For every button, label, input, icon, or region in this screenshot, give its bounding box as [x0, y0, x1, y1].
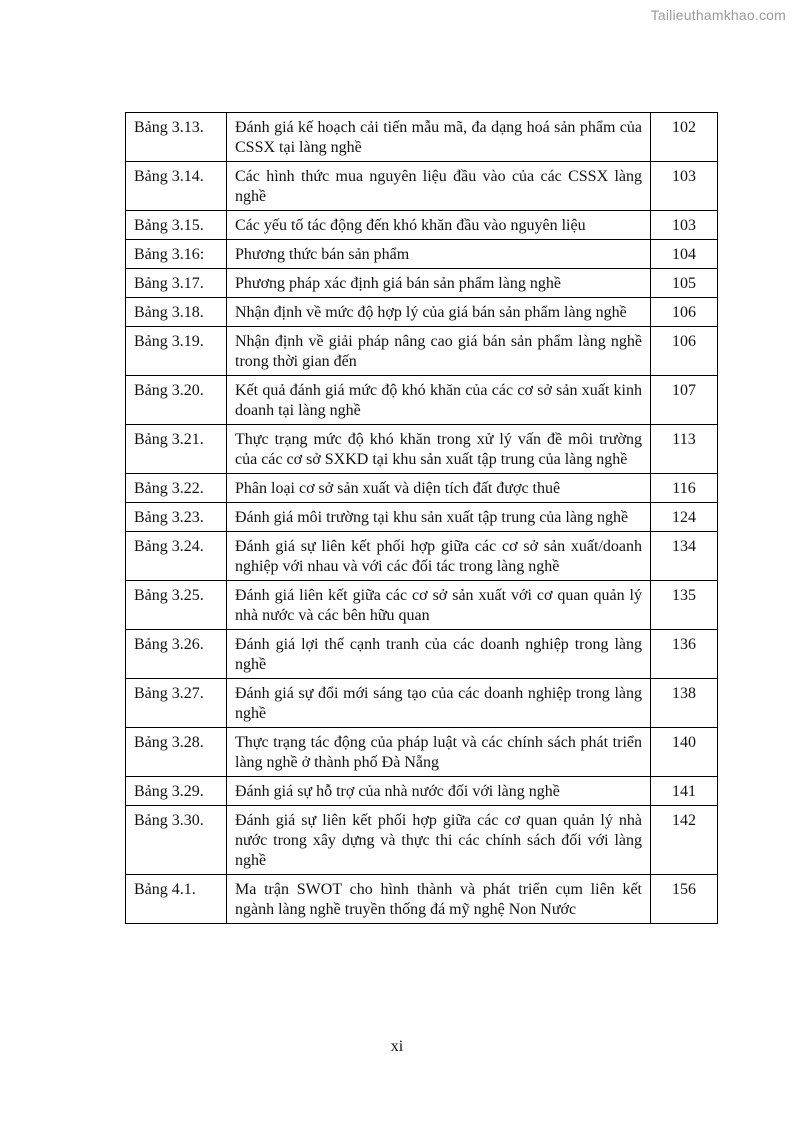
page-number-cell: 103 [651, 162, 718, 211]
table-name-cell: Bảng 3.28. [126, 728, 227, 777]
table-title-cell: Đánh giá sự liên kết phối hợp giữa các cơ quan quản lý nhà nước trong xây dựng và thực thi các chính sách đối với làng nghề [227, 806, 651, 875]
table-row [126, 425, 718, 474]
table-title-cell: Ma trận SWOT cho hình thành và phát triển cụm liên kết ngành làng nghề truyền thống đá mỹ nghệ Non Nước [227, 875, 651, 924]
table-row [126, 298, 718, 327]
page-number-cell: 103 [651, 211, 718, 240]
table-row [126, 162, 718, 211]
table-title-cell: Phương thức bán sản phẩm [227, 240, 651, 269]
page-number-cell: 136 [651, 630, 718, 679]
table-title-cell: Các hình thức mua nguyên liệu đầu vào của các CSSX làng nghề [227, 162, 651, 211]
table-title-cell: Nhận định về mức độ hợp lý của giá bán sản phẩm làng nghề [227, 298, 651, 327]
page-number-cell: 106 [651, 298, 718, 327]
table-name-cell: Bảng 3.29. [126, 777, 227, 806]
page-number-cell: 141 [651, 777, 718, 806]
table-name-cell: Bảng 3.23. [126, 503, 227, 532]
table-row [126, 875, 718, 924]
table-row [126, 113, 718, 162]
page-number-cell: 142 [651, 806, 718, 875]
page-number-cell: 106 [651, 327, 718, 376]
table-row [126, 474, 718, 503]
page-number-cell: 104 [651, 240, 718, 269]
page-number-cell: 134 [651, 532, 718, 581]
table-title-cell: Phương pháp xác định giá bán sản phẩm làng nghề [227, 269, 651, 298]
table-name-cell: Bảng 3.27. [126, 679, 227, 728]
table-name-cell: Bảng 3.15. [126, 211, 227, 240]
page-number-cell: 156 [651, 875, 718, 924]
table-name-cell: Bảng 3.14. [126, 162, 227, 211]
page-number-cell: 135 [651, 581, 718, 630]
table-row [126, 806, 718, 875]
table-name-cell: Bảng 3.22. [126, 474, 227, 503]
page-number-cell: 140 [651, 728, 718, 777]
page-number-cell: 102 [651, 113, 718, 162]
table-name-cell: Bảng 3.19. [126, 327, 227, 376]
table-name-cell: Bảng 3.25. [126, 581, 227, 630]
table-title-cell: Phân loại cơ sở sản xuất và diện tích đất được thuê [227, 474, 651, 503]
table-title-cell: Thực trạng tác động của pháp luật và các chính sách phát triển làng nghề ở thành phố Đà Nẵng [227, 728, 651, 777]
page-number-cell: 124 [651, 503, 718, 532]
table-name-cell: Bảng 3.18. [126, 298, 227, 327]
table-name-cell: Bảng 3.16: [126, 240, 227, 269]
table-title-cell: Thực trạng mức độ khó khăn trong xử lý vấn đề môi trường của các cơ sở SXKD tại khu sản xuất tập trung của làng nghề [227, 425, 651, 474]
table-name-cell: Bảng 3.24. [126, 532, 227, 581]
table-title-cell: Đánh giá lợi thế cạnh tranh của các doanh nghiệp trong làng nghề [227, 630, 651, 679]
page-number-cell: 116 [651, 474, 718, 503]
table-row [126, 679, 718, 728]
table-row [126, 327, 718, 376]
table-row [126, 777, 718, 806]
table-title-cell: Đánh giá sự liên kết phối hợp giữa các cơ sở sản xuất/doanh nghiệp với nhau và với các đối tác trong làng nghề [227, 532, 651, 581]
page-number-cell: 107 [651, 376, 718, 425]
page-number-cell: 138 [651, 679, 718, 728]
table-title-cell: Đánh giá môi trường tại khu sản xuất tập trung của làng nghề [227, 503, 651, 532]
watermark-text: Tailieuthamkhao.com [650, 7, 786, 23]
table-name-cell: Bảng 3.17. [126, 269, 227, 298]
page-number: xi [390, 1038, 404, 1055]
table-row [126, 211, 718, 240]
table-name-cell: Bảng 4.1. [126, 875, 227, 924]
table-row [126, 269, 718, 298]
table-title-cell: Đánh giá sự hỗ trợ của nhà nước đối với làng nghề [227, 777, 651, 806]
table-row [126, 376, 718, 425]
table-name-cell: Bảng 3.13. [126, 113, 227, 162]
table-title-cell: Các yếu tố tác động đến khó khăn đầu vào nguyên liệu [227, 211, 651, 240]
table-name-cell: Bảng 3.30. [126, 806, 227, 875]
table-title-cell: Kết quả đánh giá mức độ khó khăn của các cơ sở sản xuất kinh doanh tại làng nghề [227, 376, 651, 425]
table-title-cell: Đánh giá kế hoạch cải tiến mẫu mã, đa dạng hoá sản phẩm của CSSX tại làng nghề [227, 113, 651, 162]
table-body [126, 113, 718, 924]
table-name-cell: Bảng 3.26. [126, 630, 227, 679]
page-number-cell: 113 [651, 425, 718, 474]
table-row [126, 532, 718, 581]
table-list [125, 112, 718, 924]
table-title-cell: Nhận định về giải pháp nâng cao giá bán sản phẩm làng nghề trong thời gian đến [227, 327, 651, 376]
table-name-cell: Bảng 3.21. [126, 425, 227, 474]
table-title-cell: Đánh giá sự đổi mới sáng tạo của các doanh nghiệp trong làng nghề [227, 679, 651, 728]
table-row [126, 630, 718, 679]
table-row [126, 240, 718, 269]
table-row [126, 503, 718, 532]
page-number-cell: 105 [651, 269, 718, 298]
table-row [126, 581, 718, 630]
table-title-cell: Đánh giá liên kết giữa các cơ sở sản xuất với cơ quan quản lý nhà nước và các bên hữu quan [227, 581, 651, 630]
table-name-cell: Bảng 3.20. [126, 376, 227, 425]
table-row [126, 728, 718, 777]
